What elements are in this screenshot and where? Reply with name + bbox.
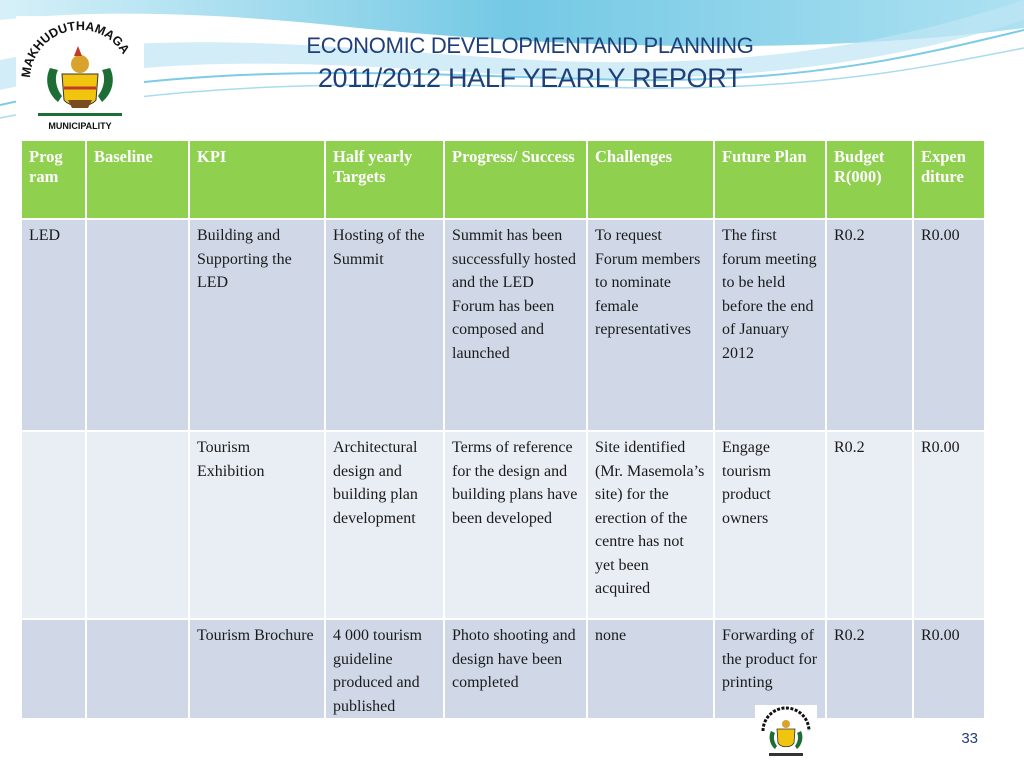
- page-title-line1: ECONOMIC DEVELOPMENTAND PLANNING: [306, 33, 754, 58]
- cell-future-plan: The first forum meeting to be held before the end of January 2012: [714, 219, 826, 431]
- header-future-plan: Future Plan: [714, 140, 826, 219]
- table-row: [21, 431, 985, 619]
- cell-budget: R0.2: [826, 431, 913, 619]
- cell-kpi: Building and Supporting the LED: [189, 219, 325, 431]
- cell-baseline: [86, 219, 189, 431]
- cell-kpi: Tourism Exhibition: [189, 431, 325, 619]
- header-baseline: Baseline: [86, 140, 189, 219]
- cell-baseline: [86, 431, 189, 619]
- logo-bottom-text: MUNICIPALITY: [48, 121, 112, 131]
- cell-challenges: To request Forum members to nominate female representatives: [587, 219, 714, 431]
- cell-programme: LED: [21, 219, 86, 431]
- cell-expenditure: R0.00: [913, 619, 985, 719]
- cell-baseline: [86, 619, 189, 719]
- cell-expenditure: R0.00: [913, 219, 985, 431]
- cell-kpi: Tourism Brochure: [189, 619, 325, 719]
- cell-expenditure: R0.00: [913, 431, 985, 619]
- header-programme: Prog ram: [21, 140, 86, 219]
- header-half-yearly-targets: Half yearly Targets: [325, 140, 444, 219]
- table-header-row: [21, 140, 985, 219]
- header-kpi: KPI: [189, 140, 325, 219]
- cell-programme: [21, 431, 86, 619]
- cell-target: Hosting of the Summit: [325, 219, 444, 431]
- cell-target: 4 000 tourism guideline produced and published: [325, 619, 444, 719]
- header-progress-success: Progress/ Success: [444, 140, 587, 219]
- cell-progress: Terms of reference for the design and building plans have been developed: [444, 431, 587, 619]
- cell-progress: Photo shooting and design have been completed: [444, 619, 587, 719]
- cell-progress: Summit has been successfully hosted and the LED Forum has been composed and launched: [444, 219, 587, 431]
- cell-target: Architectural design and building plan development: [325, 431, 444, 619]
- page-title-line2: 2011/2012 HALF YEARLY REPORT: [317, 63, 743, 93]
- half-yearly-report-table: [20, 139, 986, 720]
- cell-challenges: Site identified (Mr. Masemola’s site) for the erection of the centre has not yet been acquired: [587, 431, 714, 619]
- cell-budget: R0.2: [826, 619, 913, 719]
- table-row: [21, 619, 985, 719]
- header-budget: Budget R(000): [826, 140, 913, 219]
- municipality-logo: [16, 16, 144, 134]
- cell-future-plan: Forwarding of the product for printing: [714, 619, 826, 719]
- logo-arc-text: MAKHUDUTHAMAGA: [18, 18, 133, 79]
- cell-budget: R0.2: [826, 219, 913, 431]
- header-challenges: Challenges: [587, 140, 714, 219]
- table-row: [21, 219, 985, 431]
- header-expenditure: Expen diture: [913, 140, 985, 219]
- cell-challenges: none: [587, 619, 714, 719]
- footer-logo: [755, 705, 817, 761]
- cell-programme: [21, 619, 86, 719]
- page-number: 33: [961, 730, 978, 747]
- cell-future-plan: Engage tourism product owners: [714, 431, 826, 619]
